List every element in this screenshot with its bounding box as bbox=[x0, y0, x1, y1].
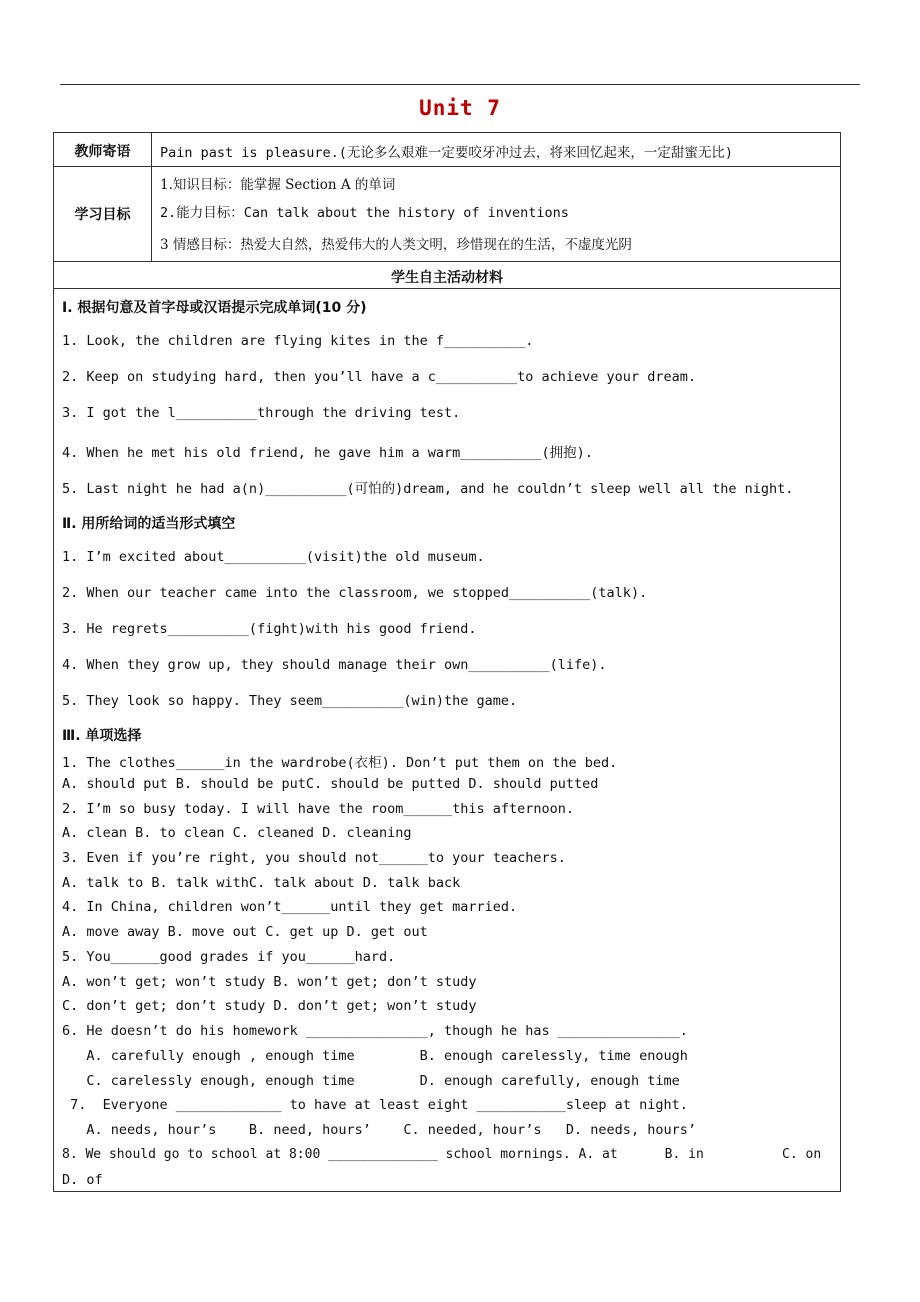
motto-text: Pain past is pleasure.(无论多么艰难一定要咬牙冲过去，将来回忆起来，一定甜蜜无比) bbox=[160, 145, 734, 161]
section-heading: Ⅱ. 用所给词的适当形式填空 bbox=[62, 516, 236, 532]
choice-line: A. carefully enough , enough time B. enough carelessly, time enough bbox=[62, 1048, 688, 1064]
choice-line: 2. I’m so busy today. I will have the room______this afternoon. bbox=[62, 801, 575, 817]
table-divider bbox=[54, 261, 840, 262]
goal-item: 2.能力目标：Can talk about the history of inventions bbox=[160, 205, 569, 221]
table-column-divider bbox=[151, 133, 152, 261]
choice-line: 5. You______good grades if you______hard. bbox=[62, 949, 396, 965]
exercise-item: 4. When they grow up, they should manage their own__________(life). bbox=[62, 657, 607, 673]
exercise-item: 3. He regrets__________(fight)with his good friend. bbox=[62, 621, 477, 637]
top-rule bbox=[60, 84, 860, 85]
goal-item: 1.知识目标：能掌握 Section A 的单词 bbox=[160, 177, 396, 193]
choice-line: A. won’t get; won’t study B. won’t get; don’t study bbox=[62, 974, 477, 990]
choice-line: C. carelessly enough, enough time D. enough carefully, enough time bbox=[62, 1073, 680, 1089]
page-title: Unit 7 bbox=[419, 96, 501, 120]
worksheet-table bbox=[53, 132, 841, 1192]
exercise-item: 2. When our teacher came into the classroom, we stopped__________(talk). bbox=[62, 585, 648, 601]
choice-line: C. don’t get; don’t study D. don’t get; won’t study bbox=[62, 998, 477, 1014]
exercise-item: 4. When he met his old friend, he gave him a warm__________(拥抱). bbox=[62, 445, 593, 461]
choice-line: 6. He doesn’t do his homework _______________, though he has _______________. bbox=[62, 1023, 688, 1039]
choice-line: 8. We should go to school at 8:00 ______________ school mornings. A. at B. in C. on bbox=[62, 1147, 822, 1162]
materials-heading: 学生自主活动材料 bbox=[391, 270, 503, 286]
motto-label: 教师寄语 bbox=[74, 144, 131, 160]
section-heading: Ⅲ. 单项选择 bbox=[62, 728, 142, 744]
exercise-item: 5. They look so happy. They seem__________(win)the game. bbox=[62, 693, 518, 709]
choice-line: A. move away B. move out C. get up D. get out bbox=[62, 924, 428, 940]
exercise-item: 3. I got the l__________through the driving test. bbox=[62, 405, 461, 421]
choice-line: 1. The clothes______in the wardrobe(衣柜). Don’t put them on the bed. bbox=[62, 755, 618, 771]
choice-line: 7. Everyone _____________ to have at least eight ___________sleep at night. bbox=[62, 1097, 688, 1113]
table-divider bbox=[54, 166, 840, 167]
table-divider bbox=[54, 288, 840, 289]
choice-line: 3. Even if you’re right, you should not______to your teachers. bbox=[62, 850, 566, 866]
exercise-item: 1. I’m excited about__________(visit)the old museum. bbox=[62, 549, 485, 565]
choice-line: A. talk to B. talk withC. talk about D. talk back bbox=[62, 875, 461, 891]
exercise-item: 5. Last night he had a(n)__________(可怕的)dream, and he couldn’t sleep well all the night. bbox=[62, 481, 794, 497]
choice-line: A. needs, hour’s B. need, hours’ C. needed, hour’s D. needs, hours’ bbox=[62, 1122, 696, 1138]
exercise-item: 1. Look, the children are flying kites in the f__________. bbox=[62, 333, 534, 349]
section-heading: Ⅰ. 根据句意及首字母或汉语提示完成单词(10 分) bbox=[62, 300, 367, 316]
choice-line: A. clean B. to clean C. cleaned D. cleaning bbox=[62, 825, 412, 841]
goals-label: 学习目标 bbox=[74, 207, 131, 223]
choice-line: A. should put B. should be putC. should be putted D. should putted bbox=[62, 776, 599, 792]
choice-line: D. of bbox=[62, 1172, 103, 1188]
goal-item: 3 情感目标：热爱大自然，热爱伟大的人类文明，珍惜现在的生活，不虚度光阴 bbox=[160, 237, 632, 253]
exercise-item: 2. Keep on studying hard, then you’ll have a c__________to achieve your dream. bbox=[62, 369, 696, 385]
choice-line: 4. In China, children won’t______until they get married. bbox=[62, 899, 518, 915]
